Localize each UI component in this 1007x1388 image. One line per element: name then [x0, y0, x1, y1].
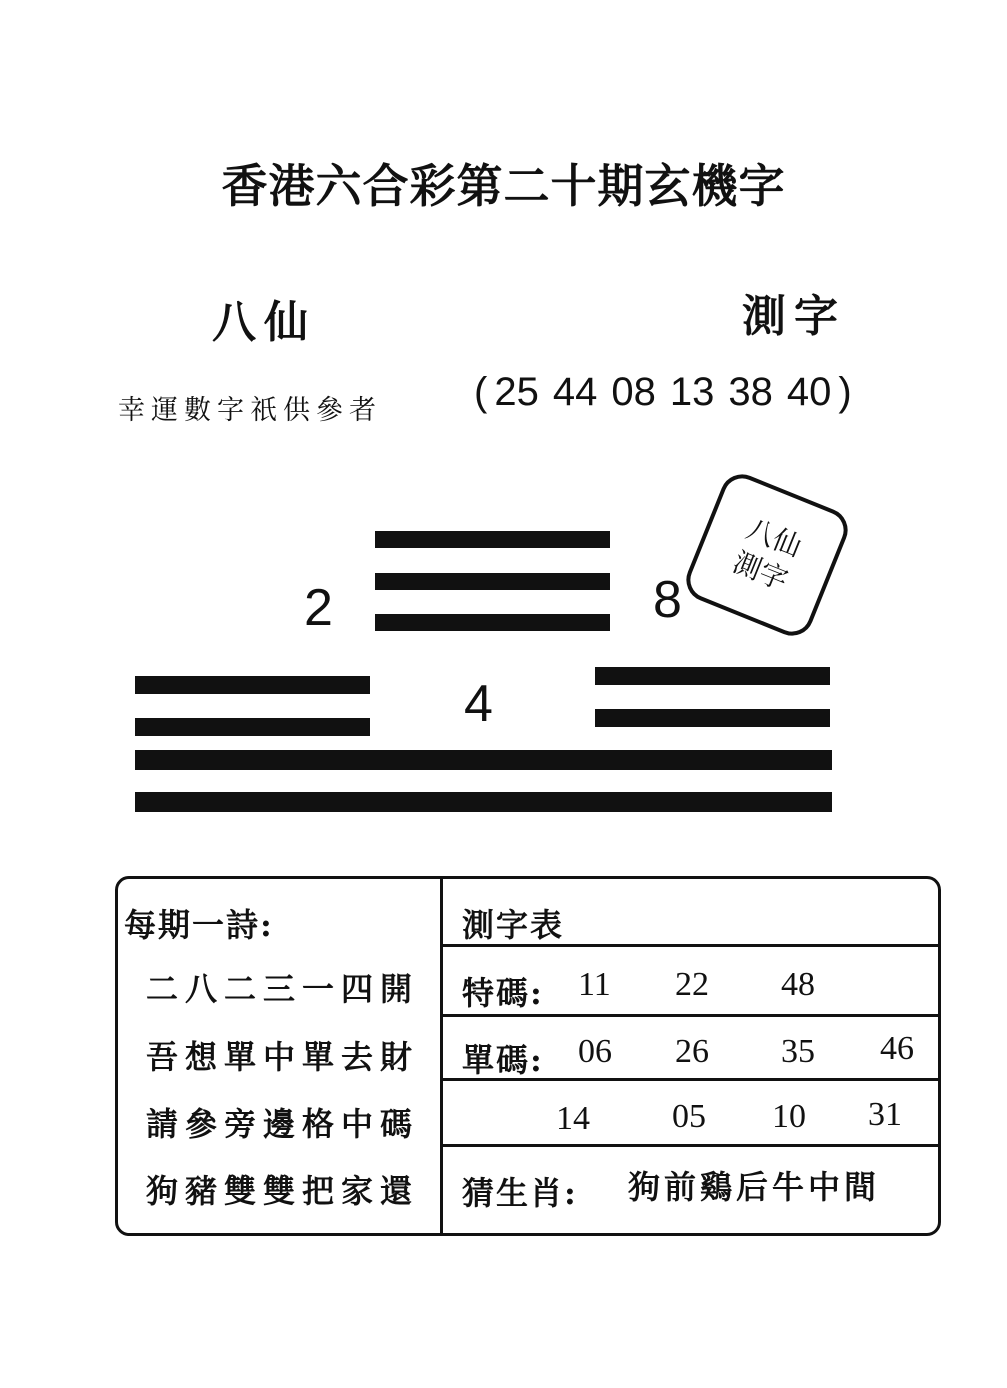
long-line-2: [135, 792, 832, 812]
trigram-left-line-2: [135, 718, 370, 736]
trigram-number-right: 8: [653, 571, 682, 629]
trigram-top-line-1: [375, 531, 610, 548]
trigram-top-line-2: [375, 573, 610, 590]
trigram-number-middle: 4: [464, 675, 493, 733]
poem-line: 狗豬雙雙把家還: [146, 1172, 420, 1210]
table-divider-row-2: [442, 1014, 939, 1017]
zodiac-value: 狗前鷄后牛中間: [628, 1168, 881, 1206]
zodiac-label: 猜生肖:: [462, 1174, 578, 1212]
single-number: 06: [578, 1033, 612, 1070]
paren-close: ): [838, 370, 852, 414]
special-number: 48: [781, 966, 815, 1003]
lucky-number: 40: [786, 370, 832, 414]
single-number: 05: [672, 1098, 706, 1135]
page-title: 香港六合彩第二十期玄機字: [221, 159, 786, 213]
stamp-line-1: 八仙: [741, 512, 807, 564]
lucky-number: 08: [611, 370, 656, 414]
trigram-left-line-1: [135, 676, 370, 694]
single-label: 單碼:: [462, 1041, 544, 1079]
table-divider-vertical: [440, 878, 443, 1234]
trigram-right-line-2: [595, 709, 830, 727]
stamp-line-2: 測字: [728, 545, 793, 598]
poem-title: 每期一詩:: [124, 906, 274, 944]
single-number: 14: [556, 1100, 590, 1137]
trigram-top-line-3: [375, 614, 610, 631]
lucky-number: 44: [552, 370, 598, 414]
lucky-number: 38: [728, 370, 773, 414]
poem-line: 吾想單中單去財: [146, 1038, 420, 1076]
paren-open: (: [474, 370, 488, 414]
single-number: 26: [675, 1033, 709, 1070]
special-label: 特碼:: [462, 974, 544, 1012]
long-line-1: [135, 750, 832, 770]
table-divider-row-4: [442, 1144, 939, 1147]
trigram-number-left: 2: [304, 579, 333, 637]
trigram-right-line-1: [595, 667, 830, 685]
single-number: 35: [781, 1033, 815, 1070]
heading-baxian: 八仙: [212, 297, 316, 348]
baxian-stamp: [680, 468, 854, 642]
lucky-number: 25: [494, 370, 539, 414]
single-number: 46: [880, 1030, 914, 1067]
single-number: 10: [772, 1098, 806, 1135]
heading-cezi: 測字: [742, 291, 846, 342]
poem-line: 二八二三一四開: [146, 970, 420, 1008]
special-number: 22: [675, 966, 709, 1003]
table-header: 測字表: [462, 906, 565, 944]
lucky-number: 13: [669, 370, 715, 414]
single-number: 31: [868, 1096, 902, 1133]
lucky-numbers: [474, 370, 852, 415]
special-number: 11: [578, 966, 611, 1003]
disclaimer-text: 幸運數字祇供參者: [118, 395, 382, 426]
poem-line: 請參旁邊格中碼: [146, 1105, 420, 1143]
